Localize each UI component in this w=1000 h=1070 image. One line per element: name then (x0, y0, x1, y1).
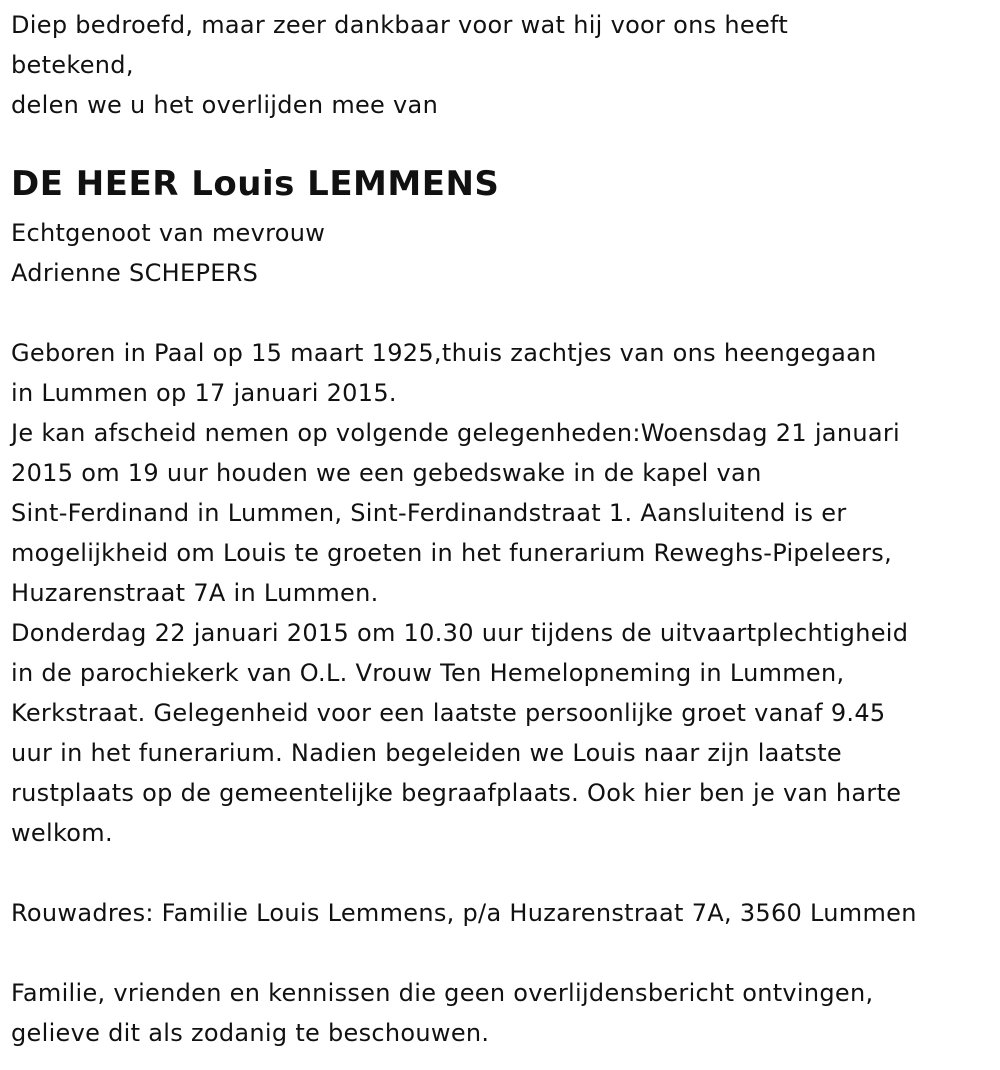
intro-line-2: betekend, (11, 51, 134, 79)
details-line-12: rustplaats op de gemeentelijke begraafplaats. Ook hier ben je van harte (11, 779, 902, 807)
details-line-13: welkom. (11, 819, 113, 847)
details-line-6: mogelijkheid om Louis te groeten in het funerarium Reweghs-Pipeleers, (11, 539, 893, 567)
details-line-7: Huzarenstraat 7A in Lummen. (11, 579, 379, 607)
spouse-line-2: Adrienne SCHEPERS (11, 259, 259, 287)
details-line-8: Donderdag 22 januari 2015 om 10.30 uur tijdens de uitvaartplechtigheid (11, 619, 909, 647)
details-line-2: in Lummen op 17 januari 2015. (11, 379, 397, 407)
spouse-line-1: Echtgenoot van mevrouw (11, 219, 326, 247)
intro-line-1: Diep bedroefd, maar zeer dankbaar voor wat hij voor ons heeft (11, 11, 789, 39)
details-line-5: Sint-Ferdinand in Lummen, Sint-Ferdinandstraat 1. Aansluitend is er (11, 499, 847, 527)
details-line-4: 2015 om 19 uur houden we een gebedswake in de kapel van (11, 459, 762, 487)
details-line-10: Kerkstraat. Gelegenheid voor een laatste persoonlijke groet vanaf 9.45 (11, 699, 886, 727)
details-line-9: in de parochiekerk van O.L. Vrouw Ten Hemelopneming in Lummen, (11, 659, 845, 687)
mourning-address: Rouwadres: Familie Louis Lemmens, p/a Huzarenstraat 7A, 3560 Lummen (11, 899, 917, 927)
intro-line-3: delen we u het overlijden mee van (11, 91, 439, 119)
details-line-1: Geboren in Paal op 15 maart 1925,thuis zachtjes van ons heengegaan (11, 339, 877, 367)
closing-line-2: gelieve dit als zodanig te beschouwen. (11, 1019, 490, 1047)
closing-line-1: Familie, vrienden en kennissen die geen overlijdensbericht ontvingen, (11, 979, 874, 1007)
deceased-name: DE HEER Louis LEMMENS (11, 164, 500, 204)
details-line-11: uur in het funerarium. Nadien begeleiden we Louis naar zijn laatste (11, 739, 842, 767)
details-line-3: Je kan afscheid nemen op volgende gelegenheden:Woensdag 21 januari (11, 419, 900, 447)
